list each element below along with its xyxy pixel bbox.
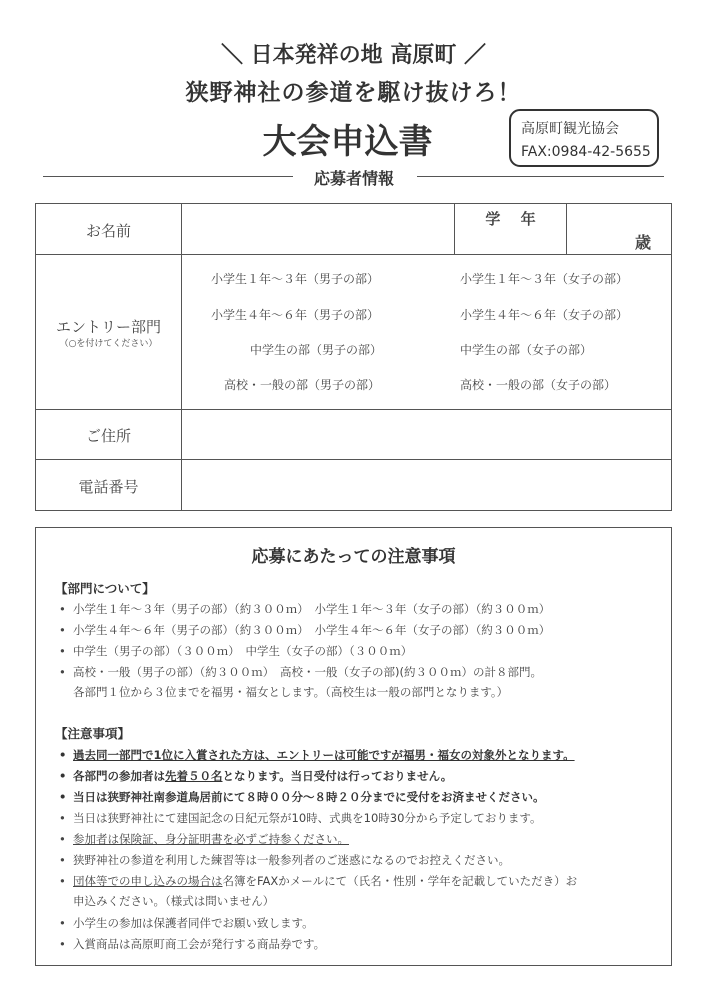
grade-field[interactable] (455, 204, 566, 254)
grade-label: 学 年 (485, 210, 536, 228)
entry-option[interactable]: 小学生１年〜３年（男子の部） (211, 272, 380, 286)
row-divider (36, 254, 671, 255)
list-item: • 入賞商品は高原町商工会が発行する商品券です。 (59, 937, 326, 951)
list-item: • 参加者は保険証、身分証明書を必ずご持参ください。 (59, 832, 349, 846)
list-item: • 狭野神社の参道を利用した練習等は一般参列者のご迷惑になるのでお控えください。 (59, 853, 510, 867)
list-item-continuation: 申込みください。（様式は問いません） (73, 894, 275, 908)
list-item: • 当日は狭野神社南参道鳥居前にて８時００分〜８時２０分までに受付をお済ませください。 (59, 790, 545, 804)
caution-heading: 【注意事項】 (55, 726, 131, 741)
applicant-section-header (0, 166, 707, 186)
list-item: • 高校・一般（男子の部）（約３００ｍ） 高校・一般（女子の部)(約３００ｍ）の計８部門。 (59, 665, 542, 679)
name-field[interactable] (182, 204, 454, 254)
age-field[interactable] (567, 204, 671, 254)
divider-right (417, 176, 664, 177)
entry-category-note: （○を付けてください） (59, 339, 158, 349)
entry-category-label: エントリー部門 (55, 318, 161, 336)
list-item-continuation: 各部門１位から３位までを福男・福女とします。（高校生は一般の部門となります。） (73, 685, 509, 699)
entry-option[interactable]: 小学生４年〜６年（男子の部） (211, 308, 380, 322)
header-line-2: 狭野神社の参道を駆け抜けろ！ (185, 80, 522, 106)
list-item: • 中学生（男子の部）（３００ｍ） 中学生（女子の部）（３００ｍ） (59, 644, 413, 658)
list-item: • 小学生の参加は保護者同伴でお願い致します。 (59, 916, 314, 930)
organizer-name: 高原町観光協会 (521, 121, 619, 137)
entry-option[interactable]: 中学生の部（女子の部） (460, 343, 593, 357)
list-item: • 当日は狭野神社にて建国記念の日紀元祭が10時、式典を10時30分から予定しております。 (59, 811, 542, 825)
list-item: • 小学生４年〜６年（男子の部）（約３００ｍ） 小学生４年〜６年（女子の部）（約３００ｍ） (59, 623, 551, 637)
entry-option[interactable]: 中学生の部（男子の部） (250, 343, 383, 357)
entry-option[interactable]: 小学生４年〜６年（女子の部） (460, 308, 629, 322)
address-field[interactable] (182, 410, 671, 459)
applicant-section-title: 応募者情報 (313, 169, 394, 188)
header-line-1: ＼ 日本発祥の地 高原町 ／ (221, 43, 486, 68)
application-form (35, 203, 672, 511)
list-item: • 団体等での申し込みの場合は名簿をFAXかメールにて（氏名・性別・学年を記載していただき）お (59, 874, 578, 888)
organizer-box (509, 109, 659, 167)
list-item: • 過去同一部門で1位に入賞された方は、エントリーは可能ですが福男・福女の対象外となります。 (59, 748, 575, 762)
address-label: ご住所 (85, 427, 131, 445)
name-label: お名前 (85, 222, 131, 240)
list-item: • 小学生１年〜３年（男子の部）（約３００ｍ） 小学生１年〜３年（女子の部）（約３００ｍ） (59, 602, 551, 616)
notes-title: 応募にあたっての注意事項 (251, 547, 456, 567)
entry-option[interactable]: 高校・一般の部（男子の部） (224, 378, 381, 392)
list-item: • 各部門の参加者は先着５０名となります。当日受付は行っておりません。 (59, 769, 453, 783)
divider-left (43, 176, 293, 177)
entry-option[interactable]: 小学生１年〜３年（女子の部） (460, 272, 629, 286)
entry-option[interactable]: 高校・一般の部（女子の部） (460, 378, 617, 392)
notes-box (35, 527, 672, 966)
age-label: 歳 (634, 233, 651, 252)
organizer-fax: FAX:0984-42-5655 (521, 144, 651, 160)
categories-heading: 【部門について】 (55, 581, 155, 596)
phone-label: 電話番号 (78, 478, 139, 496)
page-title: 大会申込書 (262, 122, 433, 162)
phone-field[interactable] (182, 460, 671, 510)
